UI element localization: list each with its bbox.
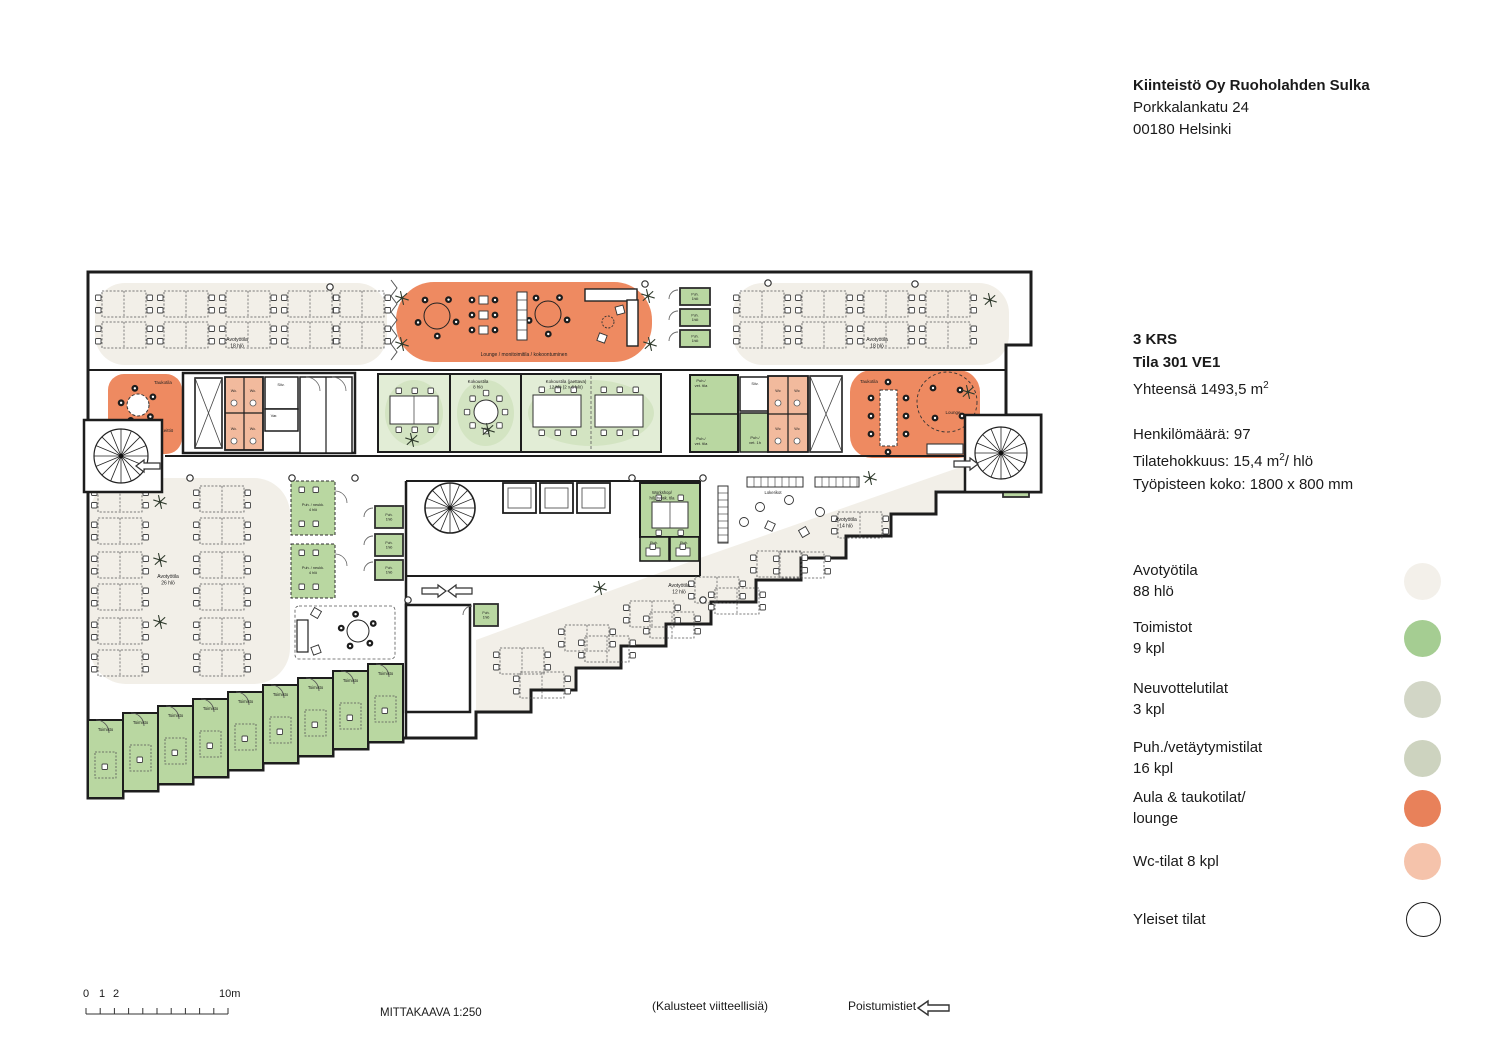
scale-number: 1 (99, 988, 106, 1000)
meeting-rooms (378, 374, 661, 452)
svg-text:Puh.1hlö: Puh. 1hlö (691, 334, 699, 343)
plan-label: Wc. (230, 427, 238, 431)
furniture-note: (Kalusteet viitteellisiä) (652, 999, 769, 1013)
address-line2: 00180 Helsinki (1133, 121, 1232, 138)
svg-text:Puh.1hlö: Puh. 1hlö (691, 292, 699, 301)
plan-label: Avotyötila 14 hlö (835, 517, 857, 530)
plan-label: Avotyötila 12 hlö (668, 583, 690, 596)
company-name: Kiinteistö Oy Ruoholahden Sulka (1133, 77, 1370, 94)
plan-label: Puh./ vet. tila (694, 436, 708, 446)
legend-item (1133, 787, 1445, 829)
plan-label: Workshop/ hilj. työsk. tila (649, 490, 675, 501)
plan-label: Kokoustila (jaettava) 12 hlö (2 x 6 hlö) (545, 379, 587, 390)
plan-label: Puh./ vet. 1h (748, 435, 762, 445)
exit-arrow-icon (915, 999, 955, 1017)
total-area: Yhteensä 1493,5 $m^2$ (1133, 380, 1269, 398)
plan-label: Avotyötila 18 hlö (226, 337, 248, 350)
svg-text:Puh.: Puh. (680, 541, 688, 545)
plan-label: Wc (775, 389, 781, 393)
efficiency: Tilatehokkuus: 15,4 $m^2/$ hlö (1133, 452, 1314, 470)
legend-color-swatch (1404, 790, 1441, 827)
legend-color-swatch (1406, 902, 1441, 937)
plan-label: Wc. (249, 389, 257, 393)
legend-color-swatch (1404, 843, 1441, 880)
svg-text:Toimisto: Toimisto (202, 706, 219, 711)
svg-text:Toimisto: Toimisto (272, 692, 289, 697)
svg-text:Toimisto: Toimisto (132, 720, 149, 725)
svg-text:Toimisto: Toimisto (307, 685, 324, 690)
legend-color-swatch (1404, 620, 1441, 657)
legend-item (1133, 737, 1445, 779)
svg-text:Puh. / neukk.4 hlö: Puh. / neukk. 4 hlö (301, 503, 325, 512)
legend-item-label: Wc-tilat 8 kpl (1133, 853, 1219, 870)
svg-text:Puh.1hlö: Puh. 1hlö (385, 541, 393, 550)
plan-label: Avotyötila 18 hlö (866, 337, 888, 350)
svg-text:Puh.1hlö: Puh. 1hlö (482, 611, 490, 620)
floor-label: 3 KRS (1133, 331, 1178, 348)
scale-number: 10m (219, 988, 241, 1000)
legend-item-label: Toimistot 9 kpl (1133, 619, 1193, 657)
plan-label: Keittiö (160, 428, 174, 433)
legend-color-swatch (1404, 681, 1441, 718)
plan-label: Lounge (945, 410, 961, 415)
svg-text:Puh.1hlö: Puh. 1hlö (385, 513, 393, 522)
plan-label: Siiv. (751, 381, 759, 386)
space-info (1133, 328, 1353, 496)
plan-label: Wc (794, 389, 800, 393)
legend-color-swatch (1404, 563, 1441, 600)
space-label: Tila 301 VE1 (1133, 354, 1221, 371)
svg-text:Puh.: Puh. (650, 541, 658, 545)
scale-number: 2 (113, 988, 120, 1000)
address-line1: Porkkalankatu 24 (1133, 99, 1249, 116)
legend-item-label: Yleiset tilat (1133, 911, 1206, 928)
svg-text:Puh. / neukk.4 hlö: Puh. / neukk. 4 hlö (301, 566, 325, 575)
legend-item-label: Puh./vetäytymistilat 16 kpl (1133, 739, 1263, 777)
svg-text:Toimisto: Toimisto (167, 713, 184, 718)
plan-label: Wc. (230, 389, 238, 393)
legend (1133, 560, 1445, 937)
legend-item (1133, 843, 1445, 880)
svg-text:Toimisto: Toimisto (237, 699, 254, 704)
exits-label: Poistumistiet (848, 999, 917, 1013)
plan-label: Taukotila (860, 379, 878, 384)
plan-label: Avotyötila 26 hlö (157, 574, 179, 587)
svg-text:Toimisto: Toimisto (377, 671, 394, 676)
plan-label: Wc (775, 427, 781, 431)
service-core-right (690, 375, 842, 452)
workstation-size: Työpisteen koko: 1800 x 800 mm (1133, 476, 1354, 493)
plan-label: Taukotila (154, 380, 172, 385)
plan-label: Lokerikot (764, 490, 782, 495)
plan-label: Siiv. (277, 382, 285, 387)
legend-item (1133, 678, 1445, 720)
legend-item (1133, 902, 1445, 937)
zone-avotyotila-18-right (733, 283, 1009, 365)
svg-text:Puh.1hlö: Puh. 1hlö (385, 566, 393, 575)
legend-item-label: Avotyötila 88 hlö (1133, 562, 1198, 600)
svg-text:Puh.1hlö: Puh. 1hlö (691, 313, 699, 322)
building-address (1133, 75, 1370, 141)
headcount: Henkilömäärä: 97 (1133, 426, 1251, 443)
plan-label: Puh./ vet. tila (694, 378, 708, 388)
svg-text:Toimisto: Toimisto (97, 727, 114, 732)
zone-avotyotila-18-left (95, 283, 387, 365)
plan-label: Var. (270, 413, 278, 418)
legend-item (1133, 560, 1445, 602)
legend-item-label: Neuvottelutilat 3 kpl (1133, 680, 1229, 718)
plan-label: Lounge / monitoimitila / kokoontuminen (480, 352, 568, 358)
plan-label: Wc (794, 427, 800, 431)
plan-label: Wc. (249, 427, 257, 431)
legend-item-label: Aula & taukotilat/ lounge (1133, 789, 1246, 827)
plan-label: Kokoustila 8 hlö (467, 379, 489, 390)
legend-color-swatch (1404, 740, 1441, 777)
service-core-left (183, 373, 355, 453)
legend-item (1133, 617, 1445, 659)
scale-text: MITTAKAAVA 1:250 (380, 1007, 482, 1019)
svg-text:Toimisto: Toimisto (342, 678, 359, 683)
atrium-void (406, 605, 470, 712)
scale-number: 0 (83, 988, 90, 1000)
scale-bar (83, 1000, 243, 1020)
void (406, 605, 470, 712)
